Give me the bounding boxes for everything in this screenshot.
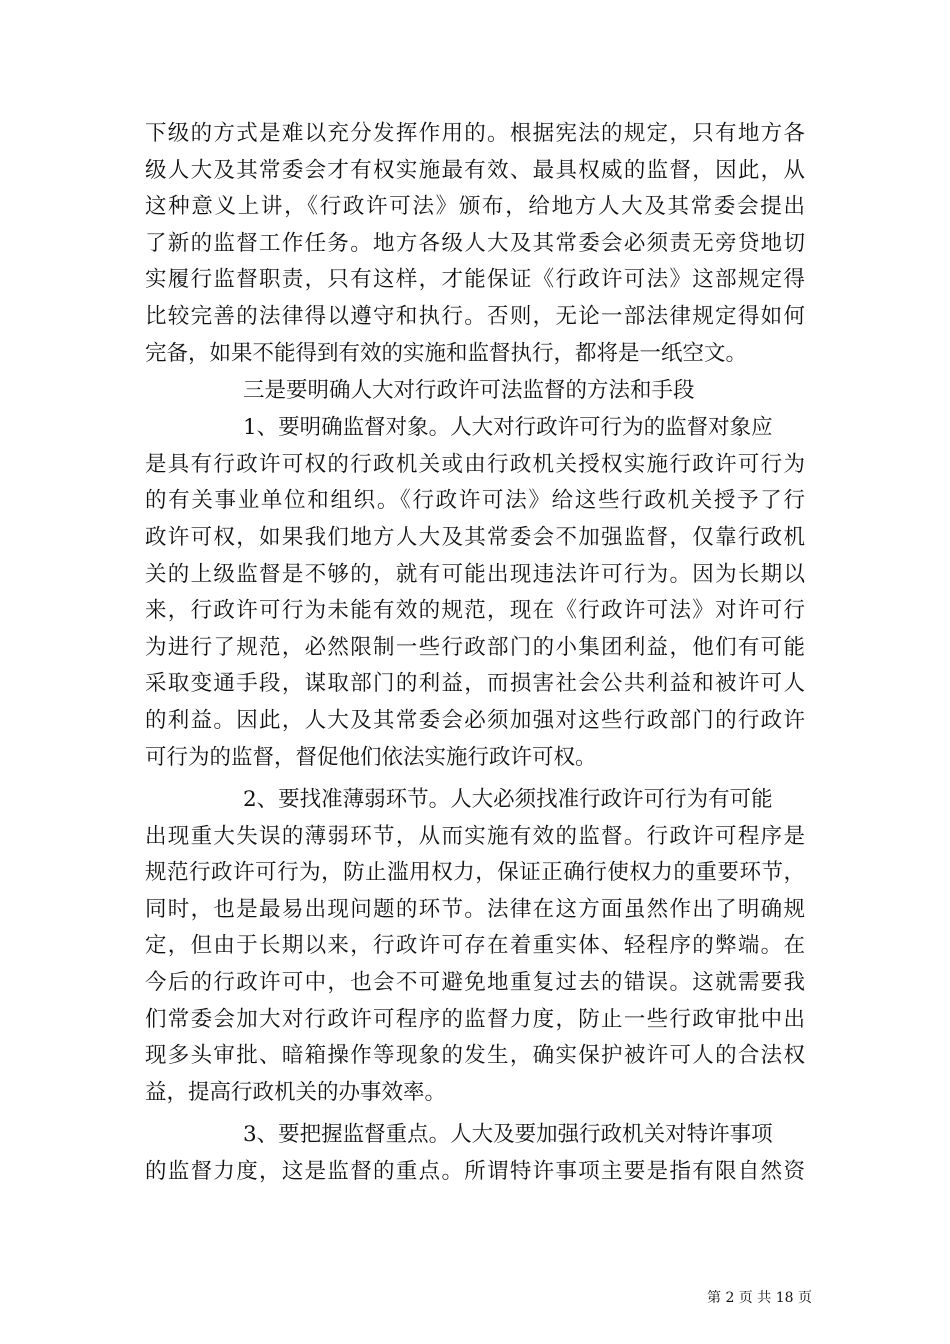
text-line: 今后的行政许可中，也会不可避免地重复过去的错误。这就需要我 (145, 970, 805, 996)
text-line: 的利益。因此，人大及其常委会必须加强对这些行政部门的行政许 (145, 707, 805, 733)
text-line: 级人大及其常委会才有权实施最有效、最具权威的监督，因此，从 (145, 157, 805, 183)
text-line: 实履行监督职责，只有这样，才能保证《行政许可法》这部规定得 (145, 267, 805, 293)
text-line: 可行为的监督，督促他们依法实施行政许可权。 (145, 744, 597, 770)
text-line: 定，但由于长期以来，行政许可存在着重实体、轻程序的弊端。在 (145, 933, 805, 959)
text-line: 益，提高行政机关的办事效率。 (145, 1079, 447, 1105)
text-line: 完备，如果不能得到有效的实施和监督执行，都将是一纸空文。 (145, 340, 748, 366)
section-3 (145, 1117, 805, 1190)
section-heading: 三是要明确人大对行政许可法监督的方法和手段 (243, 378, 695, 404)
text-line: 这种意义上讲，《行政许可法》颁布，给地方人大及其常委会提出 (145, 194, 805, 220)
page-number: 第 2 页 共 18 页 (707, 1290, 812, 1306)
text-line: 同时，也是最易出现问题的环节。法律在这方面虽然作出了明确规 (145, 896, 805, 922)
section-1 (145, 410, 805, 776)
text-line: 出现重大失误的薄弱环节，从而实施有效的监督。行政许可程序是 (145, 823, 805, 849)
text-line: 现多头审批、暗箱操作等现象的发生，确实保护被许可人的合法权 (145, 1043, 805, 1069)
text-line: 3、要把握监督重点。人大及要加强行政机关对特许事项 (243, 1122, 773, 1148)
text-line: 了新的监督工作任务。地方各级人大及其常委会必须责无旁贷地切 (145, 230, 805, 256)
text-line: 采取变通手段，谋取部门的利益，而损害社会公共利益和被许可人 (145, 671, 805, 697)
text-line: 比较完善的法律得以遵守和执行。否则，无论一部法律规定得如何 (145, 303, 805, 329)
text-line: 2、要找准薄弱环节。人大必须找准行政许可行为有可能 (243, 787, 773, 813)
text-line: 为进行了规范，必然限制一些行政部门的小集团利益，他们有可能 (145, 634, 805, 660)
document-body (145, 116, 805, 1191)
text-line: 的监督力度，这是监督的重点。所谓特许事项主要是指有限自然资 (145, 1159, 805, 1185)
text-line: 的有关事业单位和组织。《行政许可法》给这些行政机关授予了行 (145, 488, 805, 514)
text-line: 关的上级监督是不够的，就有可能出现违法许可行为。因为长期以 (145, 561, 805, 587)
text-line: 下级的方式是难以充分发挥作用的。根据宪法的规定，只有地方各 (145, 121, 805, 146)
text-line: 们常委会加大对行政许可程序的监督力度，防止一些行政审批中出 (145, 1006, 805, 1032)
section-2 (145, 782, 805, 1111)
text-line: 规范行政许可行为，防止滥用权力，保证正确行使权力的重要环节， (145, 860, 805, 886)
paragraph-intro (145, 116, 805, 372)
text-line: 是具有行政许可权的行政机关或由行政机关授权实施行政许可行为 (145, 451, 805, 477)
text-line: 来，行政许可行为未能有效的规范，现在《行政许可法》对许可行 (145, 598, 805, 624)
text-line: 1、要明确监督对象。人大对行政许可行为的监督对象应 (243, 415, 773, 441)
text-line: 政许可权，如果我们地方人大及其常委会不加强监督，仅靠行政机 (145, 524, 805, 550)
